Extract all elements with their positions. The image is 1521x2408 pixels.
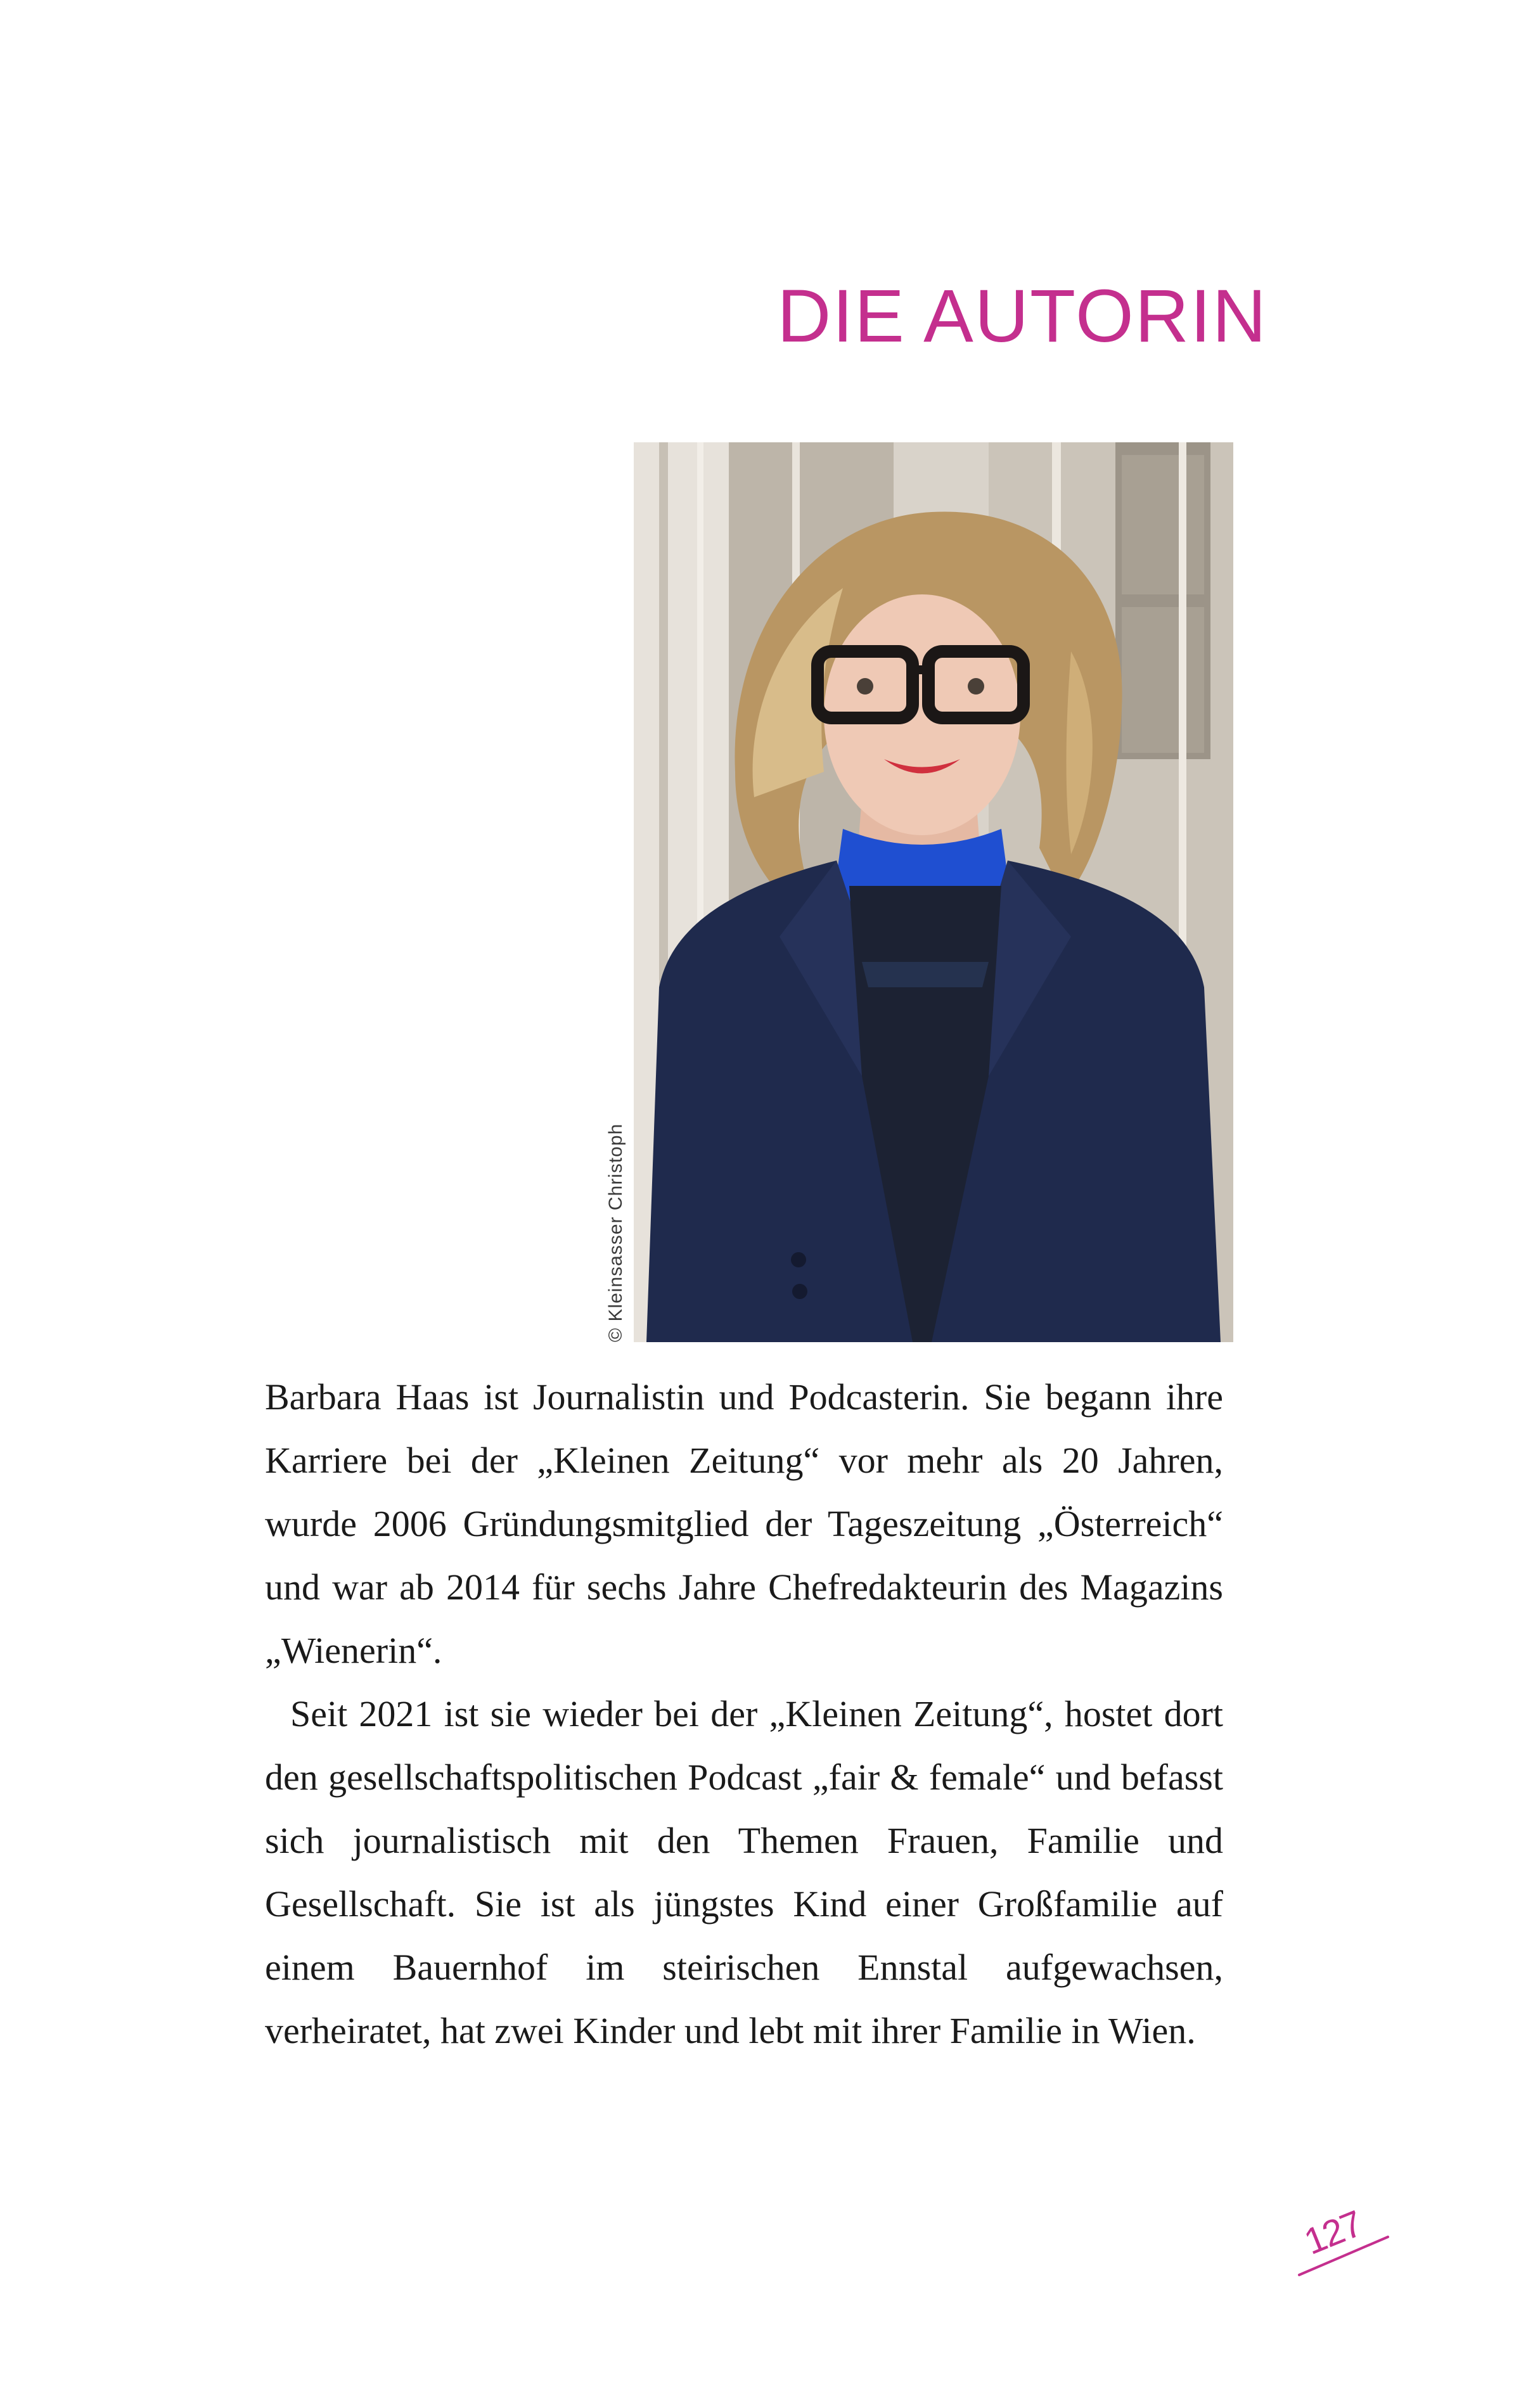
bio-paragraph-2: Seit 2021 ist sie wieder bei der „Kleinen Zeitung“, hostet dort den gesellschaftspolitischen Podcast „fair & female“ und befasst sich journalistisch mit den Themen Frauen, Familie und Gesellschaft. Sie ist als jüngstes Kind einer Großfamilie auf einem Bauernhof im steirischen Ennstal aufgewachsen, verheiratet, hat zwei Kinder und lebt mit ihrer Familie in Wien. — [265, 1693, 1223, 2051]
page-number — [1293, 2199, 1394, 2288]
page-number-text: 127 — [1299, 2203, 1368, 2263]
author-bio — [265, 1366, 1223, 2063]
page-title: DIE AUTORIN — [777, 274, 1268, 358]
bio-paragraph-1: Barbara Haas ist Journalistin und Podcasterin. Sie begann ihre Karriere bei der „Kleinen Zeitung“ vor mehr als 20 Jahren, wurde 2006 Gründungsmitglied der Tageszeitung „Österreich“ und war ab 2014 für sechs Jahre Chefredakteurin des Magazins „Wienerin“. — [265, 1376, 1223, 1671]
photo-credit: © Kleinsasser Christoph — [605, 1123, 626, 1342]
author-portrait-photo — [634, 442, 1233, 1342]
